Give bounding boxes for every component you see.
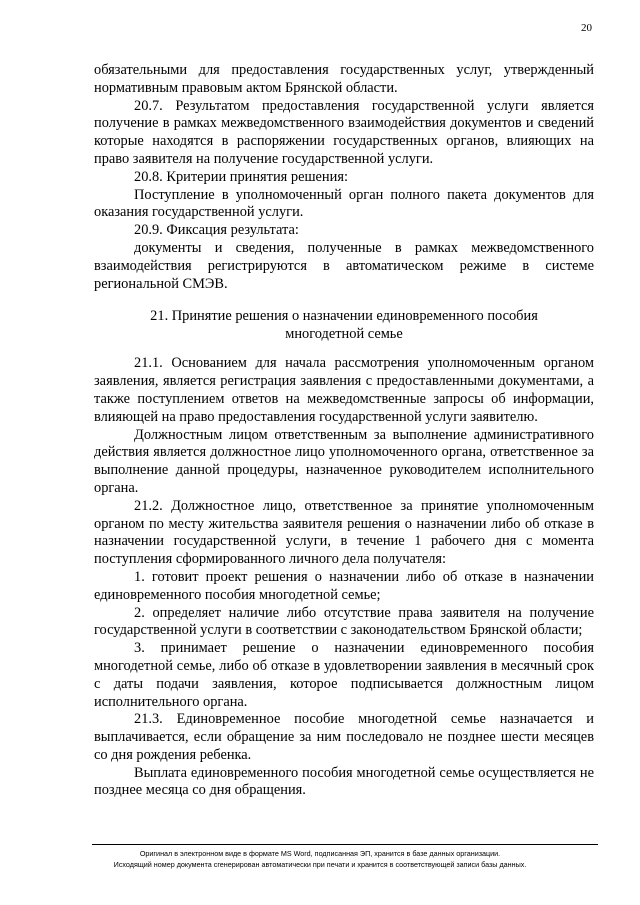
paragraph: документы и сведения, полученные в рамках межведомственного взаимодействия регистрируются в автоматическом режиме в системе региональной СМЭВ. xyxy=(94,239,594,292)
paragraph: 21.2. Должностное лицо, ответственное за принятие уполномоченным органом по месту жительства заявителя решения о назначении либо об отказе в назначении государственной услуги, в течение 1 рабочего дня с момента поступления сформированного личного дела получателя: xyxy=(94,497,594,568)
paragraph: 2. определяет наличие либо отсутствие права заявителя на получение государственной услуги в соответствии с законодательством Брянской области; xyxy=(94,604,594,639)
paragraph: 20.9. Фиксация результата: xyxy=(134,222,299,239)
footer-line-1: Оригинал в электронном виде в формате MS Word, подписанная ЭП, хранится в базе данных организации. xyxy=(139,849,501,858)
paragraph: 3. принимает решение о назначении единовременного пособия многодетной семье, либо об отказе в удовлетворении заявления в месячный срок с даты подачи заявления, которое подписывается должностным лицом исполнительного органа. xyxy=(94,640,594,710)
paragraph: 20.7. Результатом предоставления государственной услуги является получение в рамках межведомственного взаимодействия документов и сведений которые находятся в распоряжении государственных органов, влияющих на право заявителя на получение государственной услуги. xyxy=(94,97,594,167)
paragraphs-top xyxy=(94,62,594,293)
paragraph: 21.3. Единовременное пособие многодетной семье назначается и выплачивается, если обращение за ним последовало не позднее шести месяцев со дня рождения ребенка. xyxy=(94,711,594,763)
document-body xyxy=(94,62,594,800)
paragraph: Поступление в уполномоченный орган полного пакета документов для оказания государственной услуги. xyxy=(94,186,594,221)
paragraph: 1. готовит проект решения о назначении либо об отказе в назначении единовременного пособия многодетной семье; xyxy=(94,568,594,603)
paragraphs-bottom xyxy=(94,355,594,800)
footer-line-2: Исходящий номер документа сгенерирован автоматически при печати и хранится в соответствующей записи базы данных. xyxy=(113,860,527,869)
paragraph: 20.8. Критерии принятия решения: xyxy=(134,168,348,185)
page-number: 20 xyxy=(581,22,592,34)
footer-note xyxy=(60,848,580,870)
section-heading: 21. Принятие решения о назначении единовременного пособия многодетной семье xyxy=(150,308,538,343)
paragraph: Должностным лицом ответственным за выполнение административного действия является должностное лицо уполномоченного органа, ответственное за выполнение данной процедуры, назначенное руководителем исполнительного органа. xyxy=(94,426,594,496)
paragraph: 21.1. Основанием для начала рассмотрения уполномоченным органом заявления, является регистрация заявления с предоставленными документами, а также поступлением ответов на межведомственные запросы об информации, влияющей на право предоставления государственной услуги заявителю. xyxy=(94,355,594,425)
paragraph: Выплата единовременного пособия многодетной семье осуществляется не позднее месяца со дня обращения. xyxy=(94,764,594,799)
paragraph: обязательными для предоставления государственных услуг, утвержденный нормативным правовым актом Брянской области. xyxy=(94,62,594,96)
footer-divider xyxy=(92,844,598,845)
